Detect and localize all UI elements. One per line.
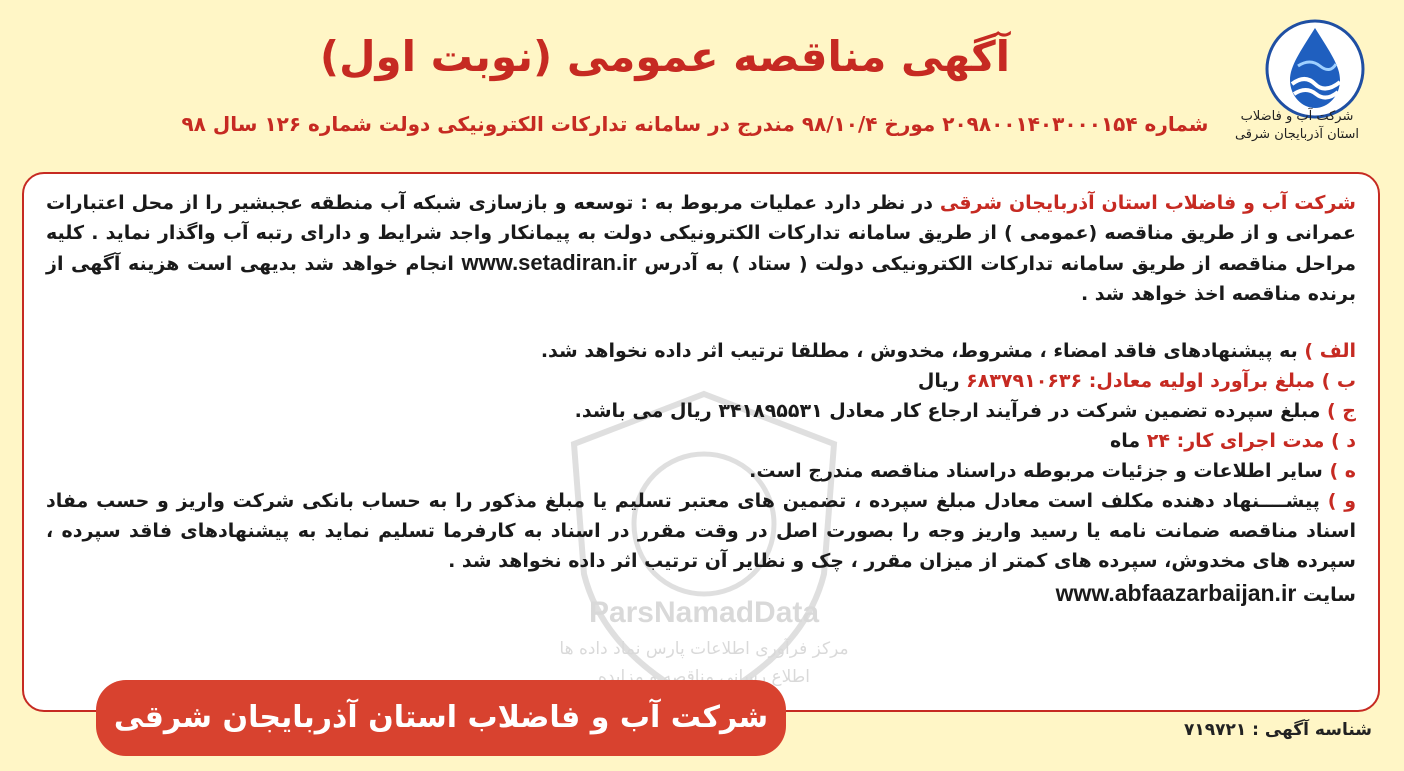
watermark-text-3: اطلاع رسانی مناقصه و مزایده: [597, 667, 811, 687]
conditions-list: [46, 336, 1356, 610]
condition-item-d: [46, 426, 1356, 456]
company-line-1: شرکت آب و فاضلاب: [1240, 109, 1354, 124]
condition-label: الف ): [1304, 340, 1356, 362]
site-label: سایت: [1302, 584, 1356, 606]
notice-title: آگهی مناقصه عمومی (نوبت اول): [319, 32, 1011, 81]
condition-text: به پیشنهادهای فاقد امضاء ، مشروط، مخدوش ، مطلقا ترتیب اثر داده نخواهد شد.: [540, 340, 1305, 362]
intro-paragraph: [46, 188, 1356, 309]
condition-item-e: [46, 456, 1356, 486]
website-line: [46, 578, 1356, 610]
intro-text-1: در نظر دارد عملیات مربوط به : توسعه و بازسازی شبکه آب منطقه عجبشیر را از محل اعتبارات عمرانی و از طریق مناقصه (عمومی ) از طریق سامانه تدارکات الکترونیکی دولت به پیمانکار واجد شرایط و دارای رتبه آب واگذار نماید . کلیه مراحل مناقصه از طریق سامانه تدارکات الکترونیکی دولت ( ستاد ) به آدرس: [46, 192, 1356, 275]
condition-item-f: [46, 486, 1356, 576]
condition-text: سایر اطلاعات و جزئیات مربوطه دراسناد مناقصه مندرج است.: [749, 460, 1330, 482]
condition-item-a: [46, 336, 1356, 366]
company-name-block: [1212, 108, 1382, 144]
ad-identifier: شناسه آگهی : ۷۱۹۷۲۱: [1183, 720, 1372, 740]
company-line-2: استان آذربایجان شرقی: [1234, 127, 1360, 142]
setad-url-link[interactable]: www.setadiran.ir: [461, 250, 637, 275]
condition-label: ب ) مبلغ برآورد اولیه معادل:: [1088, 370, 1356, 392]
condition-label: ه ): [1329, 460, 1356, 482]
estimate-amount: ۶۸۳۷۹۱۰۶۳۶: [966, 370, 1089, 392]
condition-text: ماه: [1110, 430, 1147, 452]
duration-value: ۲۴: [1146, 430, 1177, 452]
intro-text-2: انجام خواهد شد بدیهی است هزینه آگهی از برنده مناقصه اخذ خواهد شد .: [46, 253, 1356, 305]
organization-name: شرکت آب و فاضلاب استان آذربایجان شرقی: [939, 192, 1356, 214]
notice-subtitle: شماره ۲۰۹۸۰۰۱۴۰۳۰۰۰۱۵۴ مورخ ۹۸/۱۰/۴ مندرج در سامانه تدارکات الکترونیکی دولت شماره ۱۲۶ سال ۹۸: [181, 112, 1209, 136]
condition-text: مبلغ سپرده تضمین شرکت در فرآیند ارجاع کار معادل ۳۴۱۸۹۵۵۳۱ ریال می باشد.: [574, 400, 1327, 422]
footer-company-banner: شرکت آب و فاضلاب استان آذربایجان شرقی: [96, 680, 786, 756]
notice-body-box: [22, 172, 1380, 712]
condition-item-b: [46, 366, 1356, 396]
condition-text: ریال: [917, 370, 967, 392]
watermark-text-1: ParsNamadData: [588, 596, 820, 629]
condition-item-c: [46, 396, 1356, 426]
watermark-text-2: مرکز فرآوری اطلاعات پارس نماد داده ها: [559, 639, 849, 659]
condition-label: د ) مدت اجرای کار:: [1176, 430, 1356, 452]
company-website-link[interactable]: www.abfaazarbaijan.ir: [1055, 580, 1297, 606]
condition-text: پیشــــنهاد دهنده مکلف است معادل مبلغ سپرده ، تضمین های معتبر تسلیم یا مبلغ مذکور را به حساب بانکی شرکت واریز و حسب مفاد اسناد مناقصه ضمانت نامه یا رسید واریز وجه را بصورت اصل در وقت مقرر در اسناد به کارفرما تسلیم نماید به پیشنهادهای فاقد سپرده ، سپرده های مخدوش، سپرده های کمتر از میزان مقرر ، چک و نظایر آن ترتیب اثر داده نخواهد شد .: [46, 490, 1356, 572]
condition-label: ج ): [1327, 400, 1356, 422]
condition-label: و ): [1327, 490, 1357, 512]
